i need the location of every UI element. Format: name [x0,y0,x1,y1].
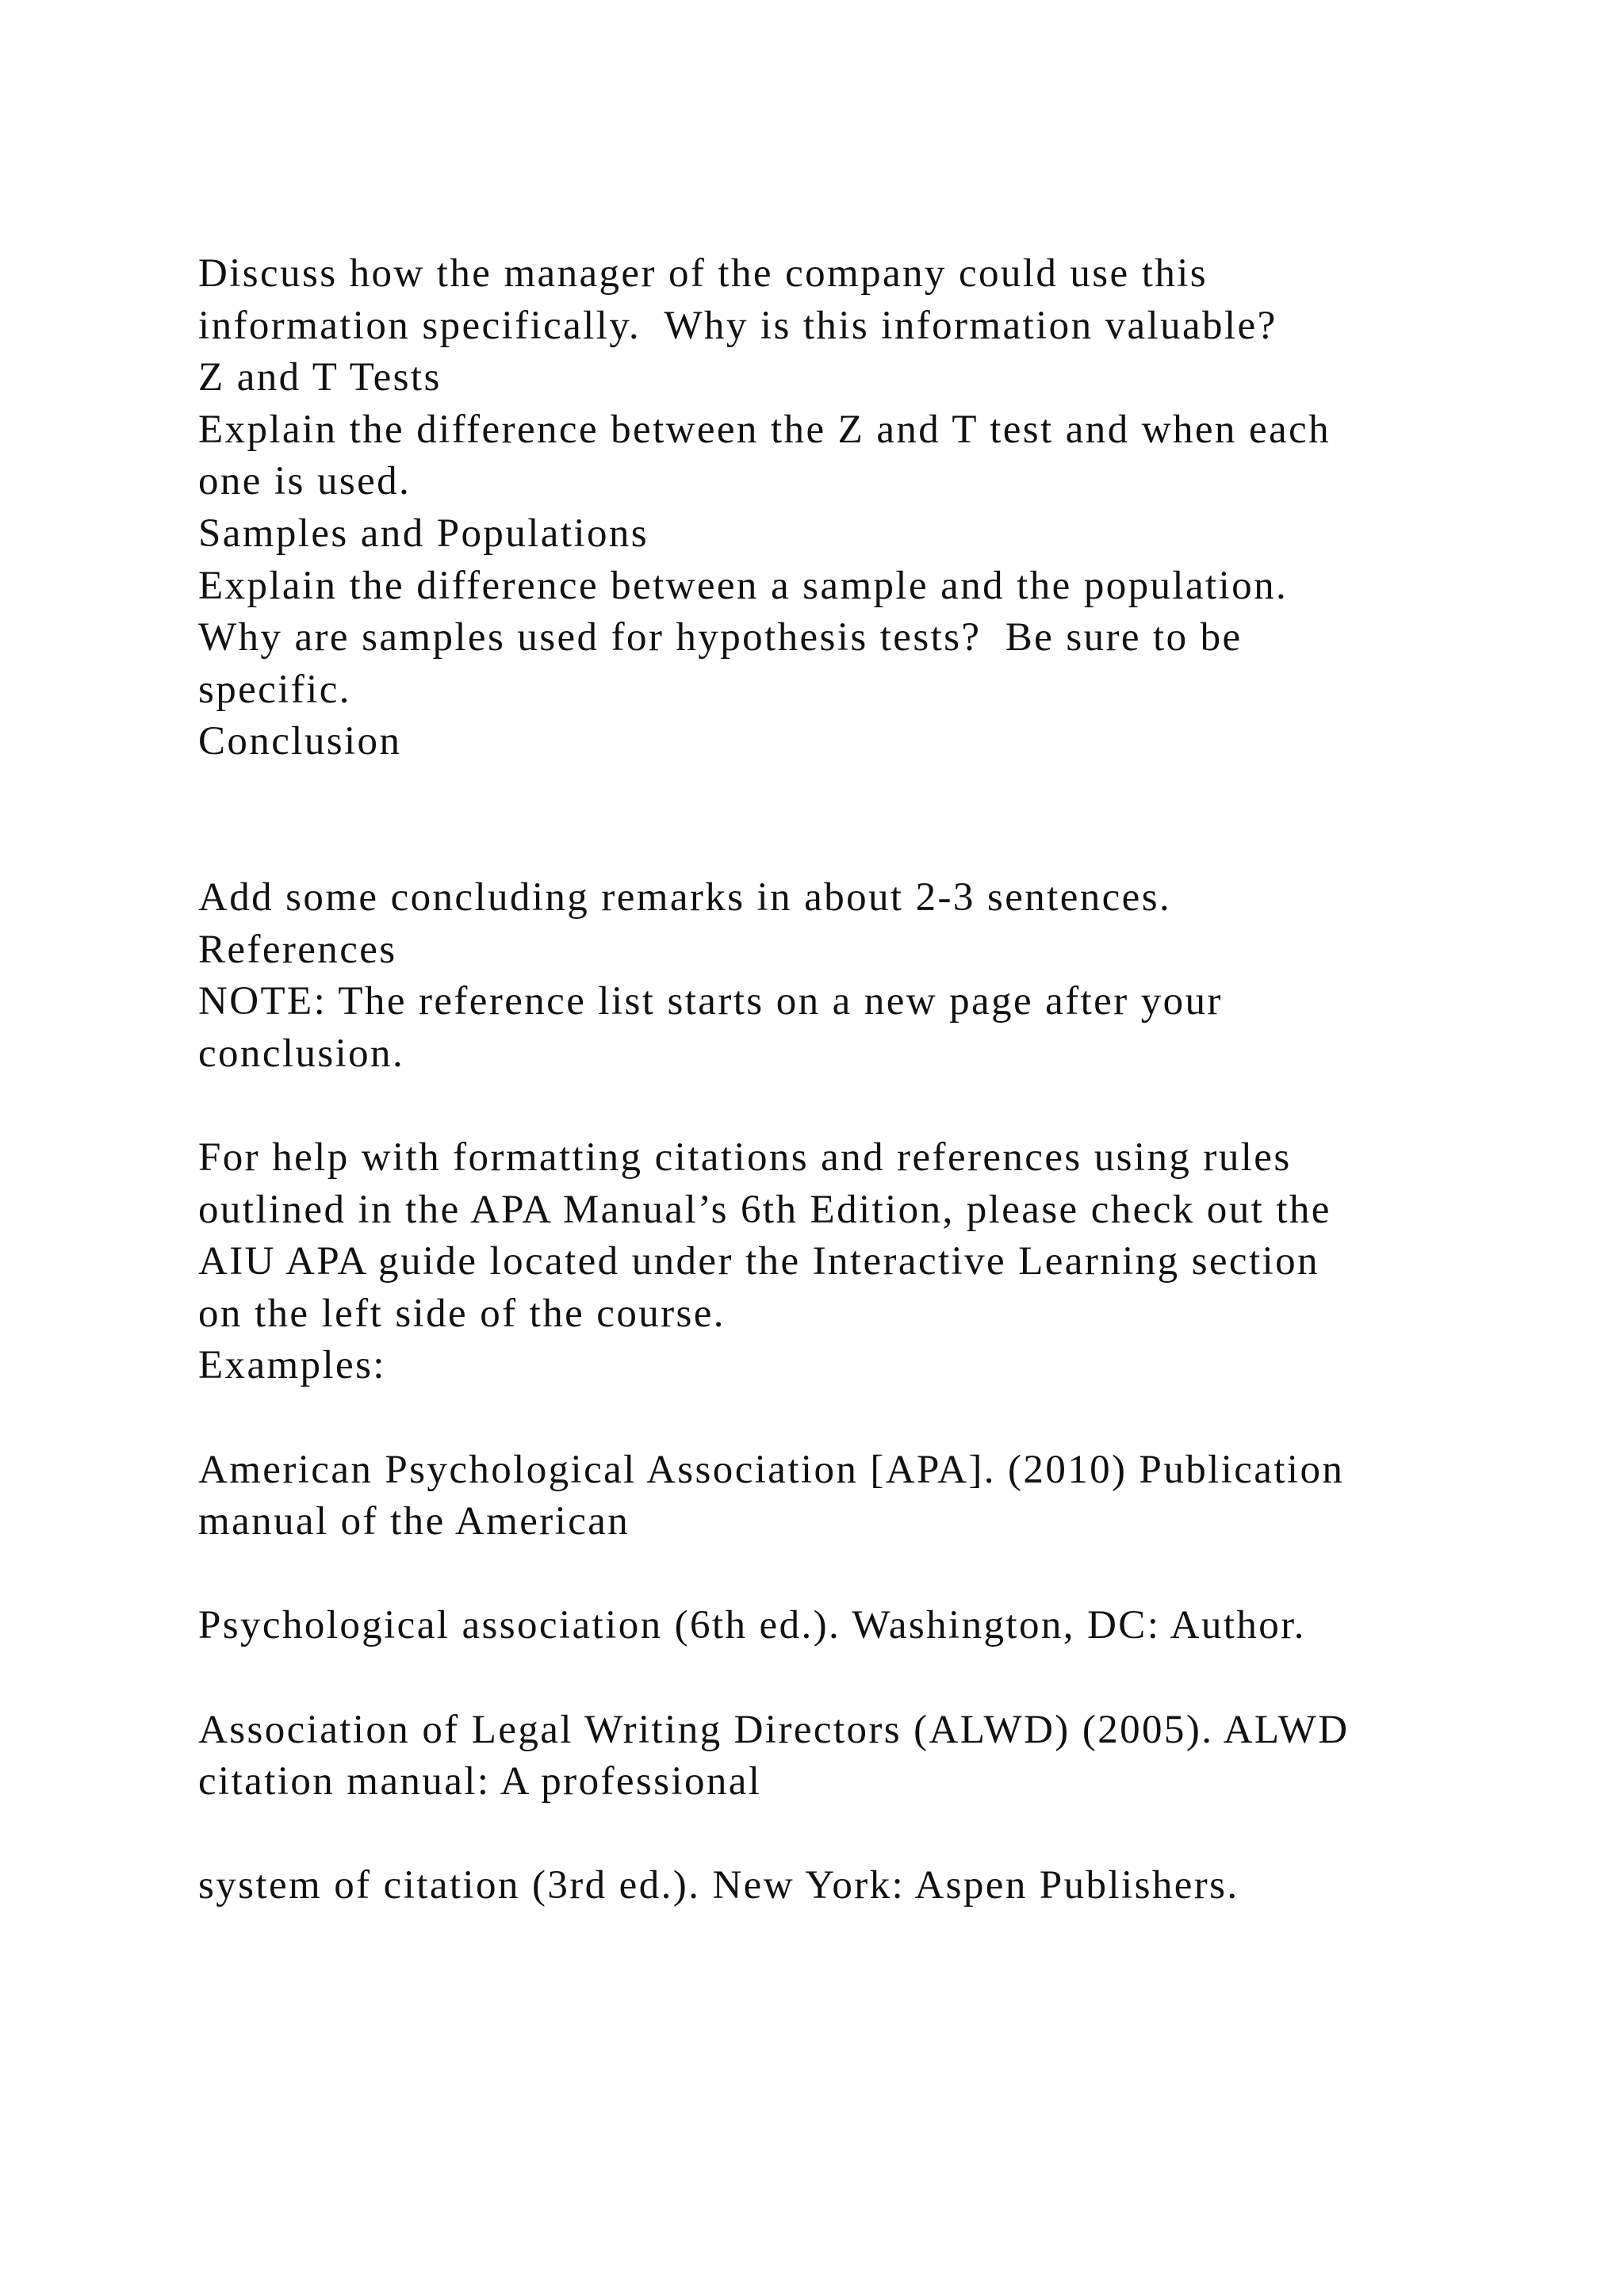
document-body [198,248,1507,1912]
body-text-line: Discuss how the manager of the company could use this [198,251,1208,296]
body-text-line: Add some concluding remarks in about 2-3 sentences. [198,875,1172,920]
reference-entry-line: Association of Legal Writing Directors (ALWD) (2005). ALWD [198,1707,1350,1752]
reference-entry-line: system of citation (3rd ed.). New York: Aspen Publishers. [198,1863,1239,1908]
body-text-line: conclusion. [198,1031,405,1076]
body-text-line: NOTE: The reference list starts on a new page after your [198,979,1223,1024]
body-text-line: information specifically. Why is this information valuable? [198,303,1277,348]
body-text-line: Explain the difference between a sample and the population. [198,563,1289,608]
body-text-line: For help with formatting citations and references using rules [198,1135,1292,1181]
examples-label: Examples: [198,1343,386,1388]
spacer [198,1808,1507,1861]
reference-entry-line: American Psychological Association [APA]. (2010) Publication [198,1447,1345,1492]
body-text-line: Explain the difference between the Z and T test and when each [198,407,1331,452]
reference-entry-line: citation manual: A professional [198,1759,762,1804]
reference-entry-line: Psychological association (6th ed.). Washington, DC: Author. [198,1603,1306,1648]
spacer [198,768,1507,872]
section-heading-conclusion: Conclusion [198,719,402,764]
section-heading-references: References [198,927,397,972]
spacer [198,1652,1507,1705]
body-text-line: on the left side of the course. [198,1291,726,1336]
spacer [198,1548,1507,1601]
body-text-line: specific. [198,667,351,712]
spacer [198,1392,1507,1445]
section-heading-z-and-t-tests: Z and T Tests [198,355,442,400]
reference-entry-line: manual of the American [198,1499,630,1544]
body-text-line: one is used. [198,459,412,504]
spacer [198,1081,1507,1133]
body-text-line: AIU APA guide located under the Interactive Learning section [198,1239,1320,1284]
body-text-line: Why are samples used for hypothesis tests? Be sure to be [198,615,1243,660]
body-text-line: outlined in the APA Manual’s 6th Edition, please check out the [198,1187,1331,1232]
section-heading-samples-and-populations: Samples and Populations [198,511,649,556]
